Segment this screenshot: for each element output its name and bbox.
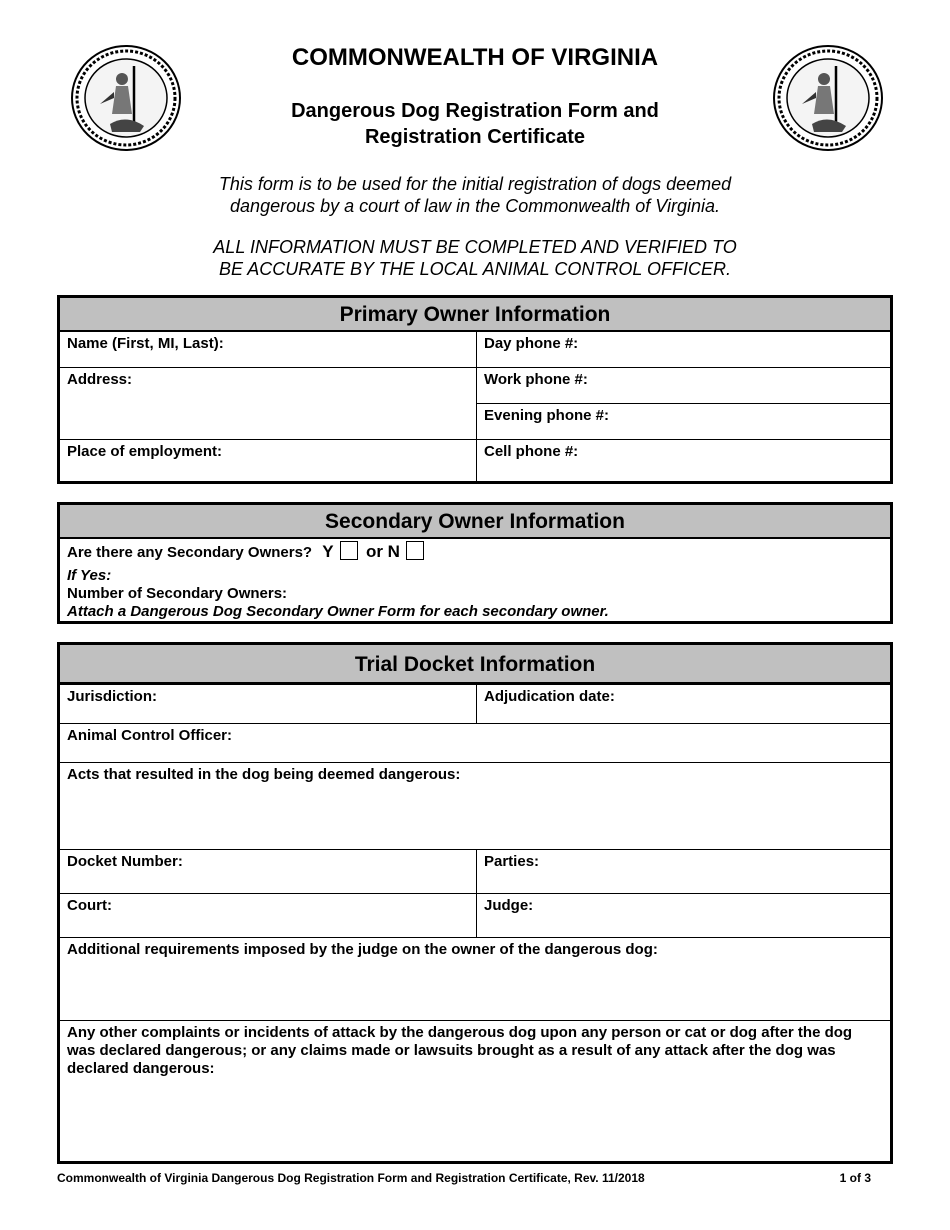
- animal-control-officer-field[interactable]: Animal Control Officer:: [67, 727, 233, 744]
- subtitle-line-1: Dangerous Dog Registration Form and: [291, 100, 659, 122]
- jurisdiction-field[interactable]: Jurisdiction:: [60, 685, 477, 723]
- jurisdiction-row: [60, 685, 890, 724]
- court-row: [60, 894, 890, 938]
- phone-stack: [477, 368, 890, 439]
- primary-owner-section: [57, 295, 893, 484]
- cell-phone-field[interactable]: Cell phone #:: [484, 443, 579, 460]
- notice-text: [0, 236, 950, 280]
- primary-owner-heading: Primary Owner Information: [60, 298, 890, 332]
- secondary-owner-body: [60, 539, 890, 624]
- no-checkbox[interactable]: [406, 541, 424, 560]
- complaints-field[interactable]: Any other complaints or incidents of attack by the dangerous dog upon any person or cat or dog after the dog was declared dangerous; or any claims made or lawsuits brought as a result of any attack after the dog was declared dangerous:: [67, 1024, 853, 1077]
- address-row: [60, 368, 890, 440]
- work-phone-field[interactable]: Work phone #:: [477, 368, 890, 404]
- acts-row: [60, 763, 890, 850]
- yes-checkbox[interactable]: [340, 541, 358, 560]
- address-field[interactable]: Address:: [60, 368, 477, 439]
- attach-form-note: Attach a Dangerous Dog Secondary Owner Form for each secondary owner.: [67, 603, 609, 620]
- adjudication-date-field[interactable]: Adjudication date:: [484, 688, 615, 705]
- page-footer: [57, 1171, 871, 1185]
- owner-name-field[interactable]: Name (First, MI, Last):: [60, 332, 477, 367]
- number-secondary-owners-field[interactable]: Number of Secondary Owners:: [67, 585, 288, 602]
- trial-docket-section: [57, 642, 893, 1164]
- name-row: [60, 332, 890, 368]
- employment-field[interactable]: Place of employment:: [60, 440, 477, 481]
- footer-form-name: Commonwealth of Virginia Dangerous Dog Registration Form and Registration Certificate, Rev. 11/2018: [57, 1171, 645, 1185]
- evening-phone-field[interactable]: Evening phone #:: [484, 407, 610, 424]
- additional-requirements-field[interactable]: Additional requirements imposed by the judge on the owner of the dangerous dog:: [67, 941, 658, 958]
- subtitle-line-2: Registration Certificate: [364, 126, 586, 148]
- acts-field[interactable]: Acts that resulted in the dog being deemed dangerous:: [67, 766, 461, 783]
- parties-field[interactable]: Parties:: [484, 853, 540, 870]
- court-field[interactable]: Court:: [60, 894, 477, 937]
- secondary-owner-question-row: [67, 541, 883, 567]
- docket-row: [60, 850, 890, 894]
- page-title: COMMONWEALTH OF VIRGINIA: [291, 44, 659, 71]
- requirements-row: [60, 938, 890, 1021]
- or-no-label: or N: [365, 542, 400, 561]
- notice-line-2: BE ACCURATE BY THE LOCAL ANIMAL CONTROL OFFICER.: [218, 259, 732, 279]
- day-phone-field[interactable]: Day phone #:: [484, 335, 579, 352]
- secondary-owner-section: [57, 502, 893, 624]
- officer-row: [60, 724, 890, 763]
- judge-field[interactable]: Judge:: [484, 897, 534, 914]
- intro-line-1: This form is to be used for the initial registration of dogs deemed: [218, 174, 732, 194]
- employment-row: [60, 440, 890, 481]
- notice-line-1: ALL INFORMATION MUST BE COMPLETED AND VERIFIED TO: [213, 237, 737, 257]
- secondary-owner-question: Are there any Secondary Owners?: [67, 544, 313, 561]
- if-yes-label: If Yes:: [67, 567, 112, 584]
- docket-number-field[interactable]: Docket Number:: [60, 850, 477, 893]
- intro-text: [0, 173, 950, 217]
- page-number: 1 of 3: [839, 1171, 871, 1185]
- yes-label: Y: [322, 542, 334, 561]
- form-subtitle: [0, 98, 950, 150]
- complaints-row: [60, 1021, 890, 1161]
- trial-docket-heading: Trial Docket Information: [60, 645, 890, 685]
- intro-line-2: dangerous by a court of law in the Commonwealth of Virginia.: [230, 196, 720, 216]
- secondary-owner-heading: Secondary Owner Information: [60, 505, 890, 539]
